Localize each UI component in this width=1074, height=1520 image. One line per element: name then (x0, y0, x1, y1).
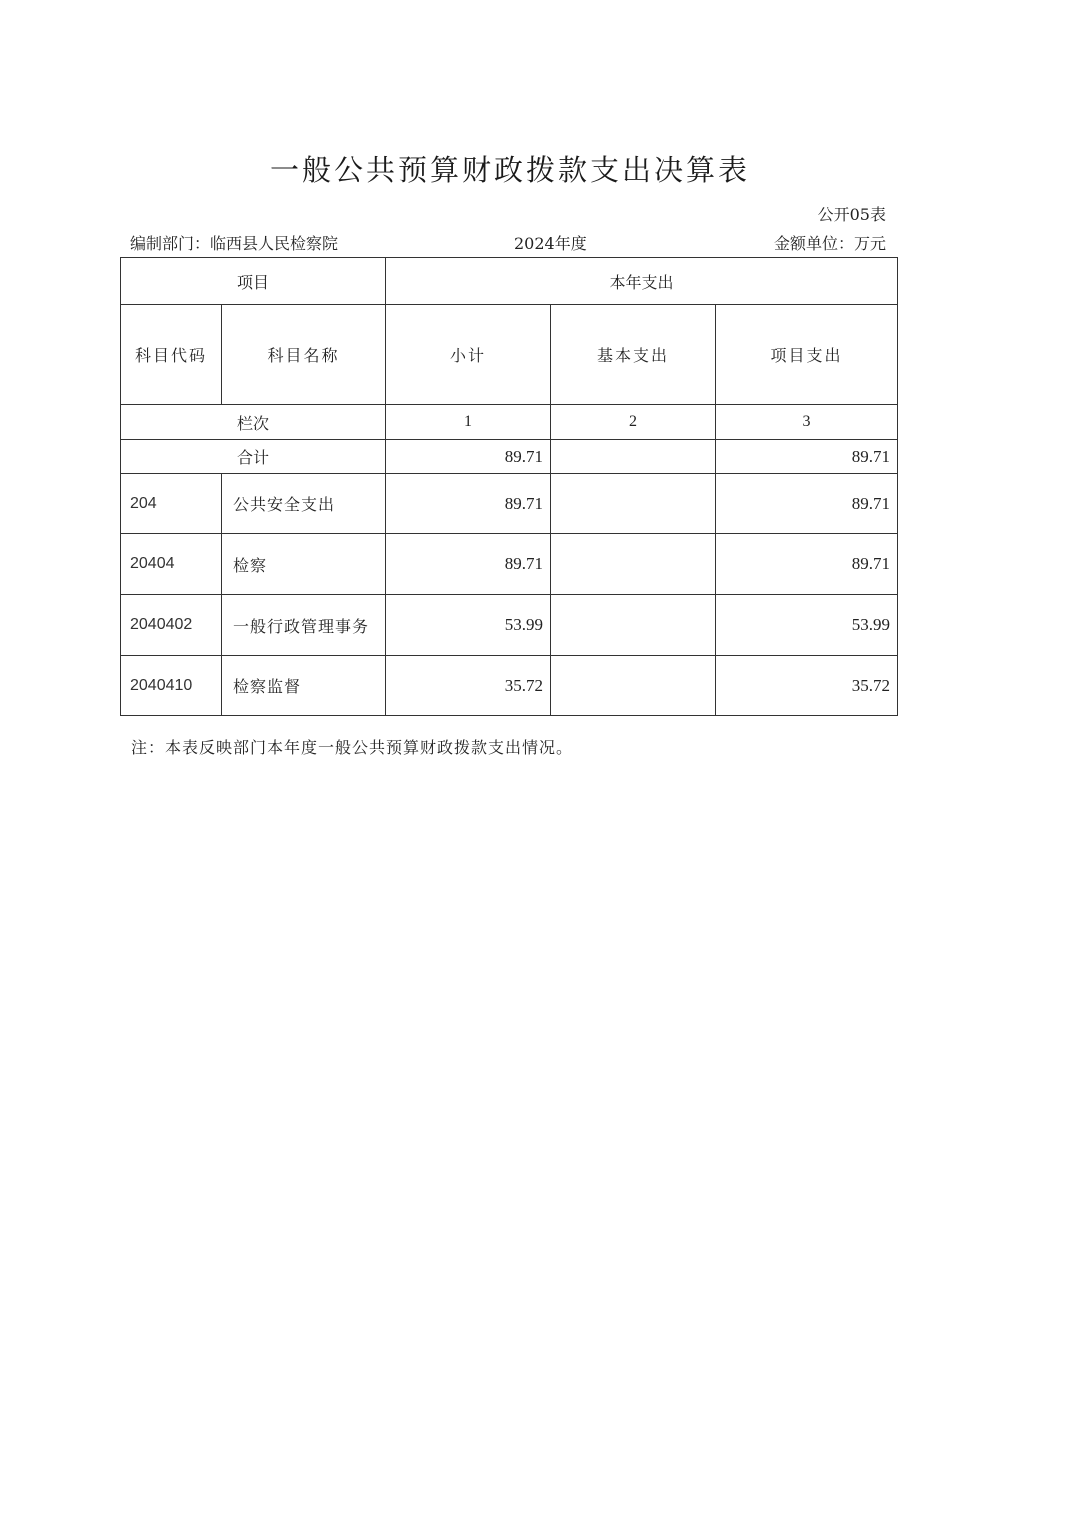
meta-line (130, 231, 886, 253)
row-project: 89.71 (716, 474, 898, 534)
budget-table (120, 257, 898, 716)
row-code: 20404 (121, 534, 222, 595)
row-subtotal: 89.71 (386, 534, 551, 595)
col-name-header: 科目名称 (222, 305, 386, 405)
row-basic (551, 474, 716, 534)
row-name: 检察监督 (222, 656, 386, 716)
row-project: 89.71 (716, 534, 898, 595)
department-label: 编制部门：临西县人民检察院 (130, 234, 339, 253)
row-name: 检察 (222, 534, 386, 595)
row-subtotal: 89.71 (386, 474, 551, 534)
index-2: 2 (551, 405, 716, 440)
col-subtotal-header: 小计 (386, 305, 551, 405)
table-row (121, 474, 898, 534)
unit-label: 金额单位：万元 (773, 234, 886, 253)
row-basic (551, 656, 716, 716)
total-basic (551, 440, 716, 474)
total-subtotal: 89.71 (386, 440, 551, 474)
col-project-header: 项目支出 (716, 305, 898, 405)
total-project: 89.71 (716, 440, 898, 474)
col-basic-header: 基本支出 (551, 305, 716, 405)
row-code: 2040410 (121, 656, 222, 716)
total-row (121, 440, 898, 474)
header-current-year: 本年支出 (386, 258, 898, 305)
row-basic (551, 534, 716, 595)
header-row-top (121, 258, 898, 305)
row-subtotal: 35.72 (386, 656, 551, 716)
row-name: 公共安全支出 (222, 474, 386, 534)
footnote: 注：本表反映部门本年度一般公共预算财政拨款支出情况。 (131, 738, 574, 757)
row-name: 一般行政管理事务 (222, 595, 386, 656)
total-label: 合计 (121, 440, 386, 474)
index-row (121, 405, 898, 440)
table-row (121, 534, 898, 595)
header-item: 项目 (121, 258, 386, 305)
page-title: 一般公共预算财政拨款支出决算表 (269, 153, 750, 187)
row-code: 204 (121, 474, 222, 534)
row-project: 35.72 (716, 656, 898, 716)
row-basic (551, 595, 716, 656)
index-label: 栏次 (121, 405, 386, 440)
table-row (121, 656, 898, 716)
index-3: 3 (716, 405, 898, 440)
year-label: 2024年度 (514, 234, 587, 253)
col-code-header: 科目代码 (121, 305, 222, 405)
index-1: 1 (386, 405, 551, 440)
form-number: 公开05表 (817, 205, 886, 224)
row-code: 2040402 (121, 595, 222, 656)
row-project: 53.99 (716, 595, 898, 656)
row-subtotal: 53.99 (386, 595, 551, 656)
header-row-columns (121, 305, 898, 405)
table-row (121, 595, 898, 656)
